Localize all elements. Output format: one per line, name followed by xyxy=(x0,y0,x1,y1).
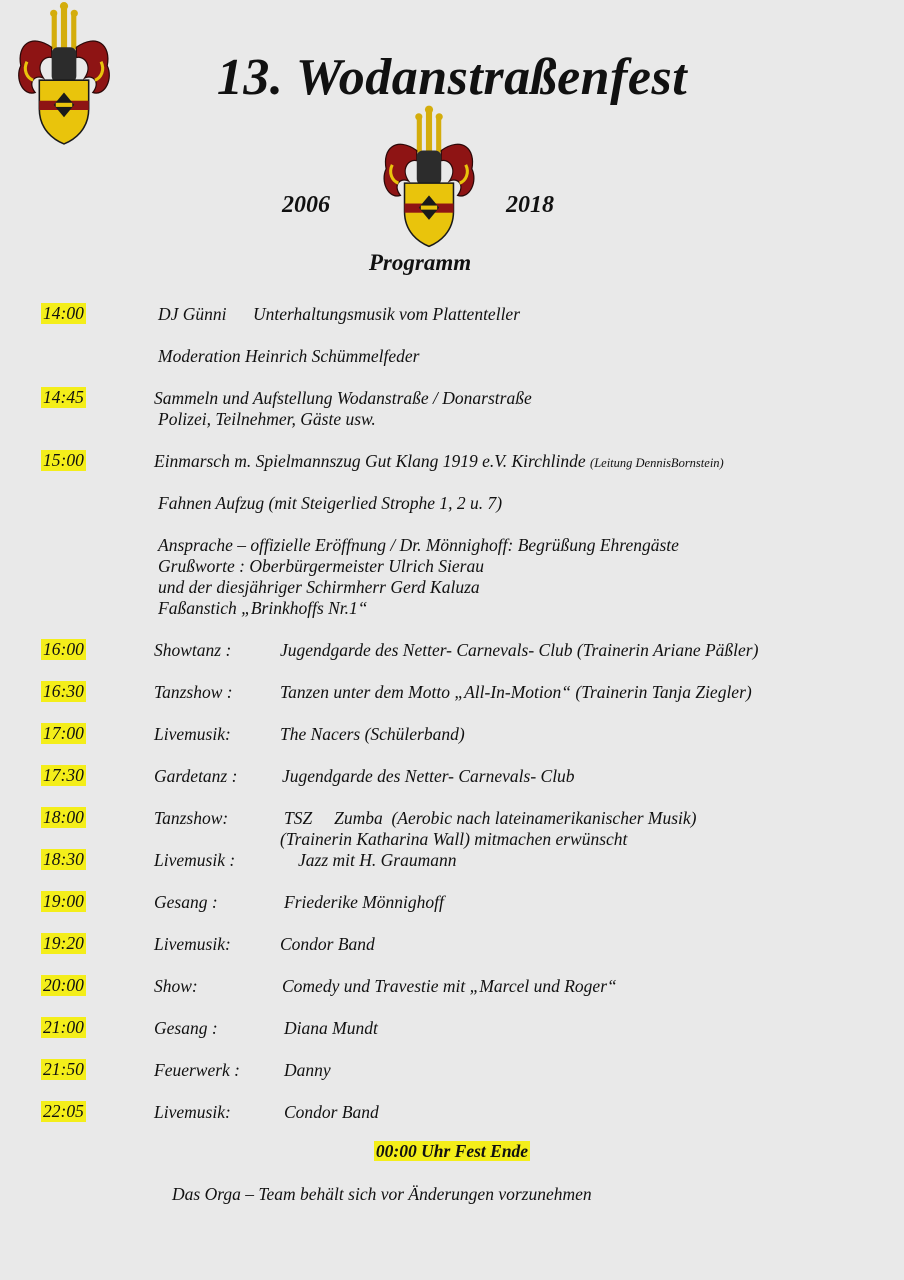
description: Condor Band xyxy=(280,934,375,954)
category: Show: xyxy=(154,976,198,996)
description: Danny xyxy=(284,1060,331,1080)
description-line2: (Trainerin Katharina Wall) mitmachen erwünscht xyxy=(280,829,628,849)
description: Comedy und Travestie mit „Marcel und Roger“ xyxy=(282,976,617,996)
barrel-tapping-line: Faßanstich „Brinkhoffs Nr.1“ xyxy=(158,598,368,618)
conductor-note: (Leitung DennisBornstein) xyxy=(590,456,724,470)
time-badge: 19:00 xyxy=(43,891,84,911)
category: Livemusik : xyxy=(154,850,236,870)
description: Tanzen unter dem Motto „All-In-Motion“ (Trainerin Tanja Ziegler) xyxy=(280,682,752,702)
year-start: 2006 xyxy=(282,192,330,218)
crest-crown-plumes xyxy=(50,2,78,49)
year-end: 2018 xyxy=(506,192,554,218)
greeting-line: Grußworte : Oberbürgermeister Ulrich Sierau xyxy=(158,556,484,576)
category: Showtanz : xyxy=(154,640,232,660)
category: Tanzshow : xyxy=(154,682,233,702)
program-heading: Programm xyxy=(368,250,472,275)
time-badge: 16:30 xyxy=(43,681,84,701)
moderation-line: Moderation Heinrich Schümmelfeder xyxy=(158,346,420,366)
festival-end-badge: 00:00 Uhr Fest Ende xyxy=(375,1141,529,1161)
description: Friederike Mönnighoff xyxy=(284,892,444,912)
time-badge: 21:00 xyxy=(43,1017,84,1037)
time-badge: 20:00 xyxy=(43,975,84,995)
crest-shield xyxy=(405,183,454,246)
flag-ceremony-line: Fahnen Aufzug (mit Steigerlied Strophe 1, 2 u. 7) xyxy=(158,493,503,513)
description: Diana Mundt xyxy=(284,1018,378,1038)
description-text: Einmarsch m. Spielmannszug Gut Klang 1919 e.V. Kirchlinde xyxy=(154,451,586,471)
description: Jugendgarde des Netter- Carnevals- Club (Trainerin Ariane Päßler) xyxy=(280,640,759,660)
festival-end-line xyxy=(0,1141,904,1162)
description: Jugendgarde des Netter- Carnevals- Club xyxy=(282,766,575,786)
description: TSZ Zumba (Aerobic nach lateinamerikanischer Musik) xyxy=(284,808,697,828)
category: Gardetanz : xyxy=(154,766,238,786)
disclaimer-note: Das Orga – Team behält sich vor Änderungen vorzunehmen xyxy=(172,1184,592,1204)
time-badge: 15:00 xyxy=(43,450,84,470)
description: Jazz mit H. Graumann xyxy=(298,850,457,870)
description-line2: Polizei, Teilnehmer, Gäste usw. xyxy=(158,409,376,429)
description: Condor Band xyxy=(284,1102,379,1122)
category: Livemusik: xyxy=(154,1102,231,1122)
category: Tanzshow: xyxy=(154,808,229,828)
time-badge: 14:45 xyxy=(43,387,84,407)
time-badge: 18:00 xyxy=(43,807,84,827)
time-badge: 18:30 xyxy=(43,849,84,869)
crest-crown-plumes xyxy=(415,106,443,153)
description xyxy=(154,451,724,474)
time-badge: 22:05 xyxy=(43,1101,84,1121)
description: The Nacers (Schülerband) xyxy=(280,724,465,744)
time-badge: 14:00 xyxy=(43,303,84,323)
time-badge: 17:30 xyxy=(43,765,84,785)
time-badge: 19:20 xyxy=(43,933,84,953)
performer: DJ Günni xyxy=(158,304,227,324)
speech-line: Ansprache – offizielle Eröffnung / Dr. Mönnighoff: Begrüßung Ehrengäste xyxy=(158,535,679,555)
description: Sammeln und Aufstellung Wodanstraße / Donarstraße xyxy=(154,388,532,408)
category: Gesang : xyxy=(154,892,218,912)
category: Livemusik: xyxy=(154,934,231,954)
patron-line: und der diesjähriger Schirmherr Gerd Kaluza xyxy=(158,577,480,597)
time-badge: 16:00 xyxy=(43,639,84,659)
coat-of-arms-center-logo xyxy=(378,104,480,250)
time-badge: 21:50 xyxy=(43,1059,84,1079)
category: Gesang : xyxy=(154,1018,218,1038)
page-title: 13. Wodanstraßenfest xyxy=(216,49,688,106)
category: Feuerwerk : xyxy=(154,1060,241,1080)
category: Livemusik: xyxy=(154,724,231,744)
time-badge: 17:00 xyxy=(43,723,84,743)
description: Unterhaltungsmusik vom Plattenteller xyxy=(253,304,521,324)
